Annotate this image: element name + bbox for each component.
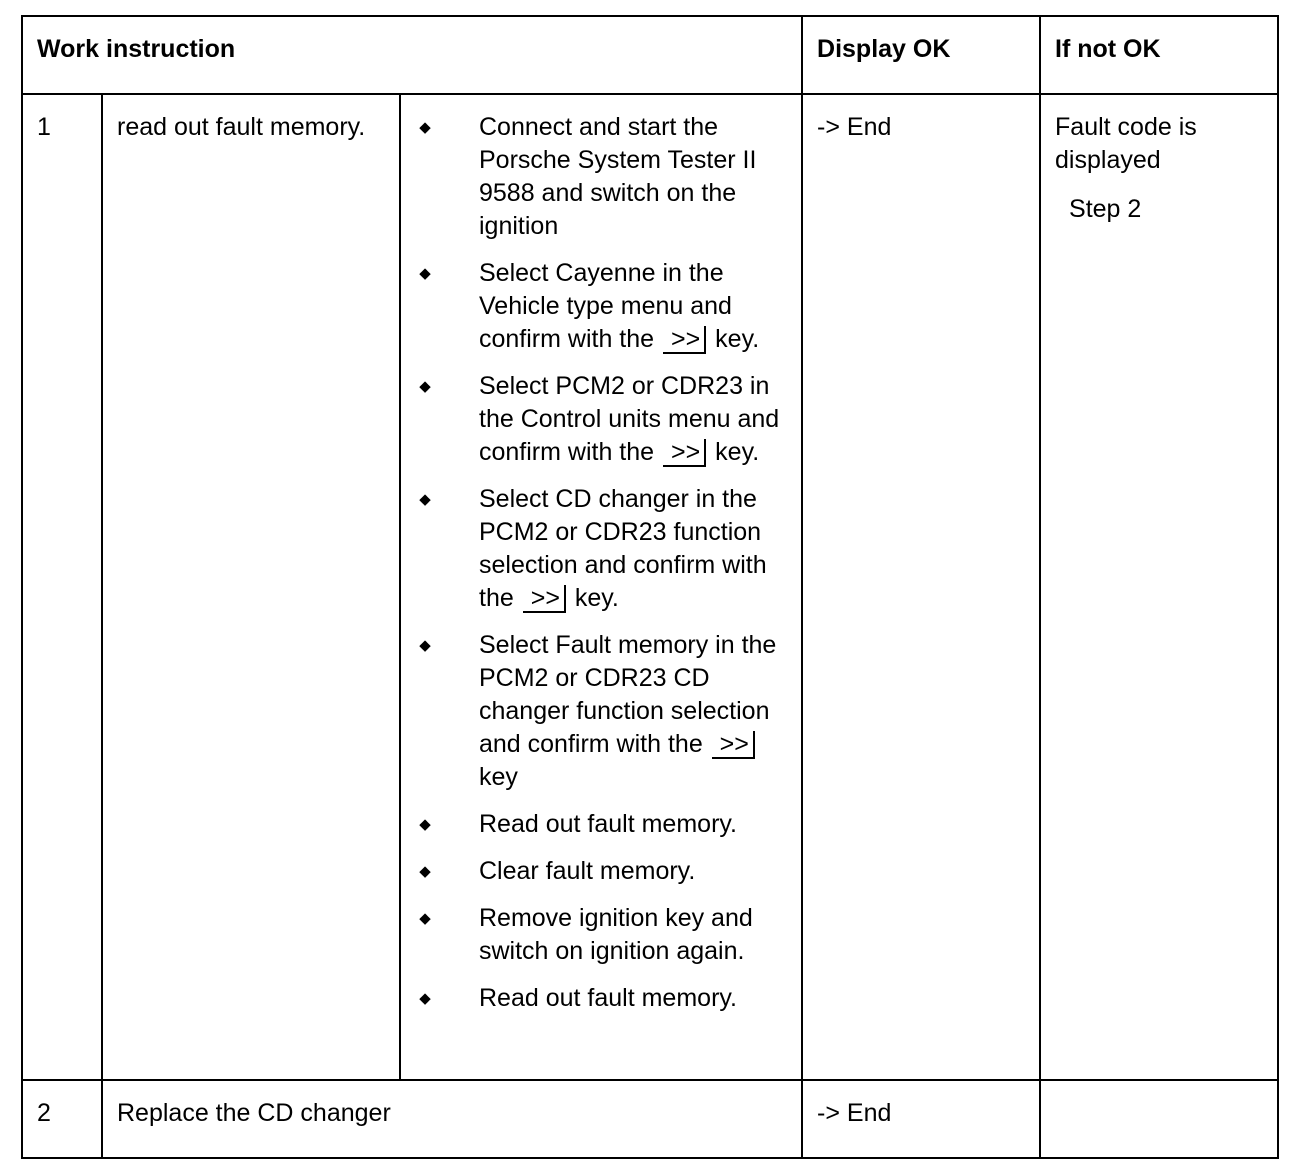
forward-key-icon: >>: [523, 585, 566, 613]
step-detail-text: Read out fault memory.: [479, 810, 737, 838]
header-display-ok: Display OK: [802, 16, 1040, 94]
step-detail-item: [415, 257, 787, 356]
table-row: [22, 94, 1278, 1080]
table-header-row: [22, 16, 1278, 94]
step-detail-item: [415, 111, 787, 243]
diamond-icon: ◆: [419, 378, 431, 395]
step-detail-text: key.: [715, 438, 760, 466]
step-detail-item: [415, 808, 787, 841]
diamond-icon: ◆: [419, 491, 431, 508]
step-detail-item: [415, 629, 787, 794]
diamond-icon: ◆: [419, 816, 431, 833]
step-detail-text: Read out fault memory.: [479, 984, 737, 1012]
step-detail-text: key.: [715, 325, 760, 353]
step-detail-item: [415, 902, 787, 968]
diamond-icon: ◆: [419, 637, 431, 654]
step-display-ok: -> End: [802, 1080, 1040, 1158]
forward-key-icon: >>: [663, 439, 706, 467]
step-instruction: read out fault memory.: [102, 94, 400, 1080]
step-detail-item: [415, 483, 787, 615]
step-detail-text: Select Fault memory in the PCM2 or CDR23 CD changer function selection and confirm with the: [479, 631, 777, 758]
step-instruction: Replace the CD changer: [102, 1080, 802, 1158]
step-display-ok: -> End: [802, 94, 1040, 1080]
step-details-cell: [400, 94, 802, 1080]
work-instruction-table: [21, 15, 1279, 1159]
table-row: [22, 1080, 1278, 1158]
step-detail-text: Select PCM2 or CDR23 in the Control units menu and confirm with the: [479, 372, 780, 466]
step-detail-text: Select CD changer in the PCM2 or CDR23 function selection and confirm with the: [479, 485, 767, 612]
step-detail-item: [415, 370, 787, 469]
header-work-instruction: Work instruction: [22, 16, 802, 94]
step-number: 2: [22, 1080, 102, 1158]
step-if-not-ok: [1040, 1080, 1278, 1158]
forward-key-icon: >>: [712, 731, 755, 759]
step-detail-text: Select Cayenne in the Vehicle type menu and confirm with the: [479, 259, 732, 353]
step-detail-text: Clear fault memory.: [479, 857, 696, 885]
diamond-icon: ◆: [419, 265, 431, 282]
step-if-not-ok-target: Step 2: [1069, 195, 1142, 223]
diamond-icon: ◆: [419, 990, 431, 1007]
step-details-list: [415, 111, 787, 1015]
forward-key-icon: >>: [663, 326, 706, 354]
diamond-icon: ◆: [419, 119, 431, 136]
header-if-not-ok: If not OK: [1040, 16, 1278, 94]
step-detail-text: key.: [574, 584, 619, 612]
diamond-icon: ◆: [419, 910, 431, 927]
step-detail-text: Remove ignition key and switch on ignition again.: [479, 904, 753, 965]
step-detail-item: [415, 982, 787, 1015]
step-if-not-ok-cell: [1040, 94, 1278, 1080]
step-detail-text: Connect and start the Porsche System Tester II 9588 and switch on the ignition: [479, 113, 757, 240]
step-detail-text: key: [479, 763, 518, 791]
step-number: 1: [22, 94, 102, 1080]
step-detail-item: [415, 855, 787, 888]
diamond-icon: ◆: [419, 863, 431, 880]
step-if-not-ok: Fault code is displayed: [1055, 113, 1197, 174]
